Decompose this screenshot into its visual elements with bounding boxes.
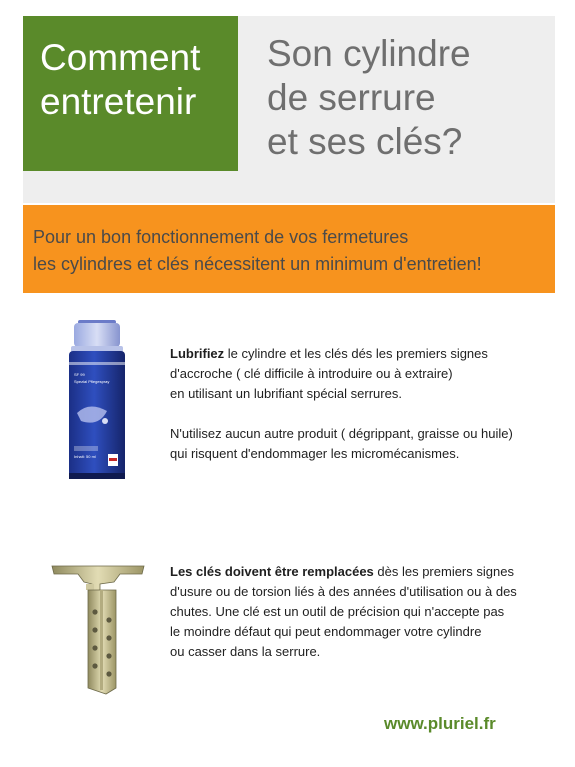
can-volume-label: Inhalt: 50 ml (74, 454, 96, 459)
banner-line-1: Pour un bon fonctionnement de vos fermetures (33, 227, 409, 247)
lubricate-heading: Lubrifiez (170, 346, 225, 361)
title-line-3: et ses clés? (267, 121, 463, 162)
website-link[interactable]: www.pluriel.fr (384, 714, 496, 733)
lubricate-line-1: le cylindre et les clés dés les premiers signes (224, 346, 488, 361)
can-label-2: Spezial Pflegespray (74, 379, 110, 384)
can-label-1: SF 99 (74, 372, 85, 377)
key-replacement-paragraph (170, 562, 560, 662)
lubricate-line-2: d'accroche ( clé difficile à introduire ou à extraire) (170, 366, 453, 381)
replace-keys-heading: Les clés doivent être remplacées (170, 564, 374, 579)
replace-line-5: ou casser dans la serrure. (170, 644, 321, 659)
title-line-1: Son cylindre (267, 33, 471, 74)
lubrication-paragraph (170, 344, 560, 464)
green-title-line-1: Comment (40, 37, 201, 78)
replace-line-4: le moindre défaut qui peut endommager votre cylindre (170, 624, 482, 639)
title-line-2: de serrure (267, 77, 436, 118)
intro-banner (23, 205, 555, 293)
banner-line-2: les cylindres et clés nécessitent un minimum d'entretien! (33, 254, 482, 274)
replace-line-2: d'usure ou de torsion liés à des années d'utilisation ou à des (170, 584, 517, 599)
replace-line-1: dès les premiers signes (373, 564, 514, 579)
green-title-line-2: entretenir (40, 81, 197, 122)
replace-line-3: chutes. Une clé est un outil de précision qui n'accepte pas (170, 604, 505, 619)
lubricant-spray-image (62, 318, 132, 493)
key-image (48, 560, 148, 705)
warning-line-1: N'utilisez aucun autre produit ( dégrippant, graisse ou huile) (170, 426, 513, 441)
warning-line-2: qui risquent d'endommager les micromécanismes. (170, 446, 460, 461)
green-title-box (23, 16, 238, 171)
lubricate-line-3: en utilisant un lubrifiant spécial serrures. (170, 386, 402, 401)
